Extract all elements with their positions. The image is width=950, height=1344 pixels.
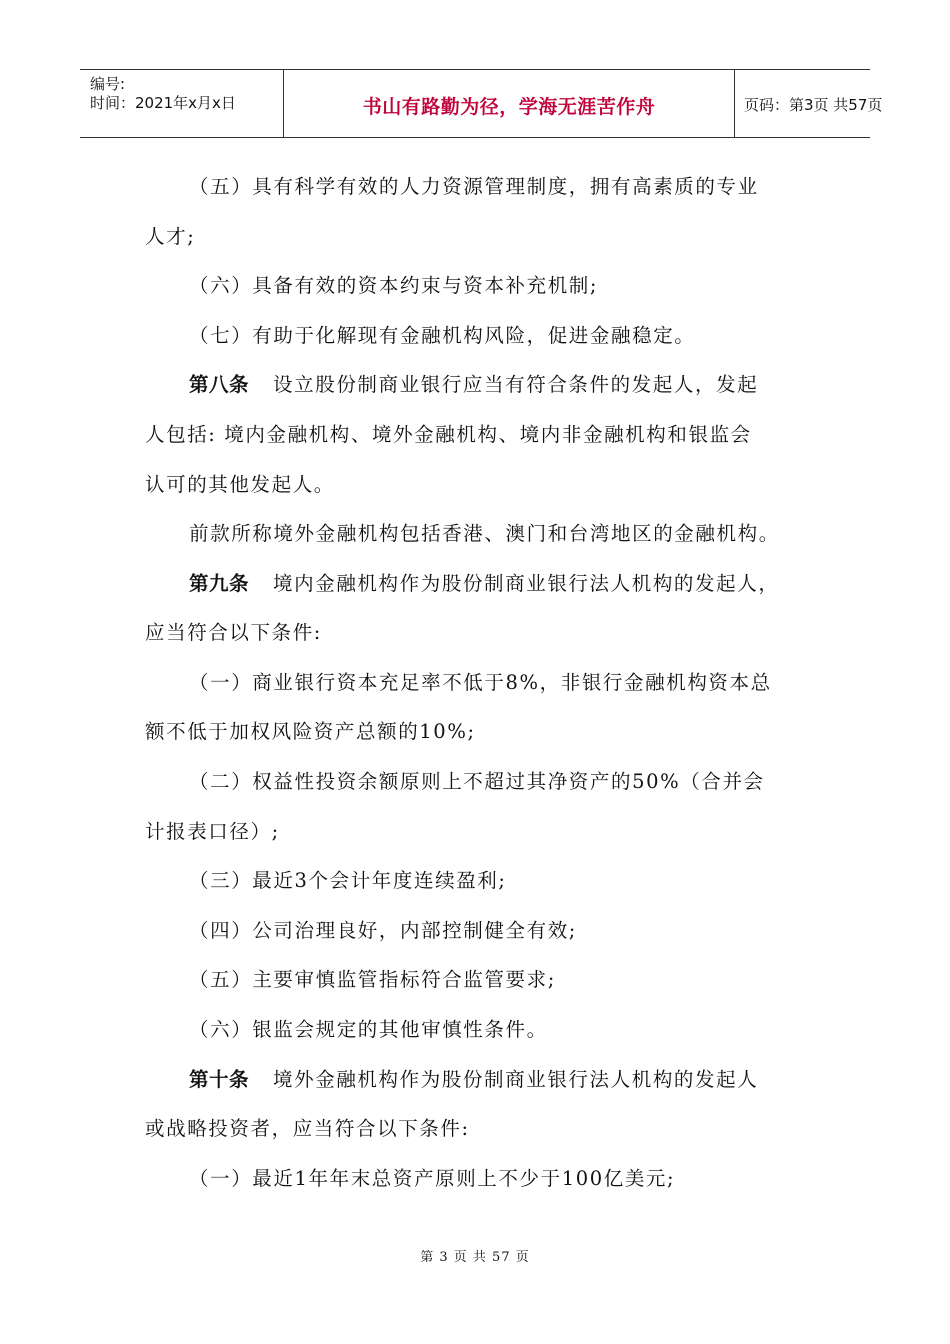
body-line: 计报表口径）;: [145, 820, 280, 843]
body-line: （六）银监会规定的其他审慎性条件。: [189, 1018, 548, 1041]
body-line: 额不低于加权风险资产总额的10%;: [145, 720, 476, 743]
document-number-label: 编号:: [90, 75, 126, 93]
body-line: 应当符合以下条件:: [145, 621, 322, 644]
header-motto: 书山有路勤为径，学海无涯苦作舟: [362, 96, 656, 118]
article-heading: 第八条: [189, 373, 250, 396]
body-line: （三）最近3个会计年度连续盈利;: [189, 869, 507, 892]
article-line: [189, 1068, 758, 1092]
article-line: [189, 572, 779, 596]
article-text: 设立股份制商业银行应当有符合条件的发起人，发起: [273, 373, 759, 396]
body-line: 认可的其他发起人。: [145, 473, 335, 496]
body-line: （四）公司治理良好，内部控制健全有效;: [189, 919, 577, 942]
body-line: （五）主要审慎监管指标符合监管要求;: [189, 968, 556, 991]
body-line: 或战略投资者，应当符合以下条件:: [145, 1117, 470, 1140]
body-line: 前款所称境外金融机构包括香港、澳门和台湾地区的金融机构。: [189, 522, 780, 545]
article-text: 境内金融机构作为股份制商业银行法人机构的发起人，: [273, 572, 780, 595]
article-heading: 第九条: [189, 572, 250, 595]
body-line: （七）有助于化解现有金融机构风险，促进金融稳定。: [189, 324, 696, 347]
body-line: （二）权益性投资余额原则上不超过其净资产的50%（合并会: [189, 770, 765, 793]
header-page-number: 页码：第3页 共57页: [744, 96, 883, 114]
body-line: （五）具有科学有效的人力资源管理制度，拥有高素质的专业: [189, 175, 759, 198]
page-footer: 第 3 页 共 57 页: [420, 1250, 530, 1265]
article-heading: 第十条: [189, 1068, 250, 1091]
body-line: 人包括: 境内金融机构、境外金融机构、境内非金融机构和银监会: [145, 423, 752, 446]
header-left-cell: [80, 70, 283, 137]
article-text: 境外金融机构作为股份制商业银行法人机构的发起人: [273, 1068, 759, 1091]
body-line: （一）商业银行资本充足率不低于8%，非银行金融机构资本总: [189, 671, 772, 694]
document-time-label: 时间：2021年x月x日: [90, 94, 236, 112]
body-line: （六）具备有效的资本约束与资本补充机制;: [189, 274, 599, 297]
header-middle-cell: [283, 70, 735, 137]
body-line: 人才;: [145, 225, 196, 248]
page-header: [80, 69, 883, 138]
article-line: [189, 373, 758, 397]
body-line: （一）最近1年年末总资产原则上不少于100亿美元;: [189, 1167, 676, 1190]
header-right-cell: [735, 70, 883, 137]
